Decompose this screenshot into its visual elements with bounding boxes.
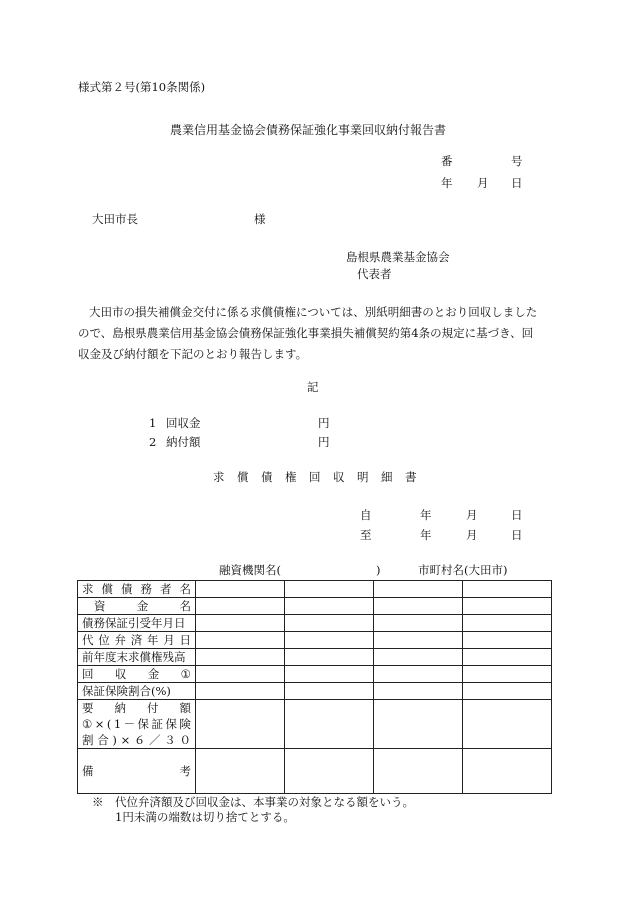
label-char: 保 bbox=[165, 717, 177, 731]
addressee-honorific: 様 bbox=[254, 212, 266, 226]
spread-text bbox=[82, 666, 191, 682]
label-char: 済 bbox=[130, 633, 143, 647]
item-1-unit: 円 bbox=[318, 416, 330, 430]
label-char: ３ bbox=[164, 733, 176, 747]
table-cell[interactable] bbox=[196, 700, 285, 749]
addressee-name: 大田市長 bbox=[92, 212, 138, 226]
table-cell[interactable] bbox=[196, 598, 285, 615]
institution-close-paren: ) bbox=[376, 563, 381, 577]
item-2-label: 納付額 bbox=[166, 435, 201, 449]
label-char: 割 bbox=[82, 733, 94, 747]
row-label bbox=[78, 581, 196, 598]
table-cell[interactable] bbox=[463, 700, 552, 749]
label-char: 保 bbox=[137, 717, 150, 731]
item-2-number: 2 bbox=[149, 435, 157, 449]
period-to-label: 至 bbox=[360, 528, 372, 542]
go-label: 号 bbox=[511, 154, 523, 168]
table-cell[interactable] bbox=[374, 700, 463, 749]
table-cell[interactable] bbox=[196, 581, 285, 598]
table-row bbox=[78, 598, 552, 615]
item-1-number: 1 bbox=[149, 416, 157, 430]
table-cell[interactable] bbox=[285, 615, 374, 632]
spread-text bbox=[82, 581, 191, 597]
period-from-label: 自 bbox=[360, 508, 372, 522]
label-char: 弁 bbox=[114, 633, 126, 647]
label-char: 証 bbox=[151, 717, 163, 731]
label-char: 年 bbox=[147, 633, 159, 647]
table-cell[interactable] bbox=[285, 700, 374, 749]
table-row bbox=[78, 666, 552, 683]
table-cell[interactable] bbox=[463, 683, 552, 700]
spread-text bbox=[82, 598, 191, 614]
table-cell[interactable] bbox=[196, 632, 285, 649]
label-char: 求 bbox=[82, 582, 94, 596]
body-line: 大田市の損失補償金交付に係る求償債権については、別紙明細書のとおり回収しました bbox=[89, 305, 538, 319]
table-cell[interactable] bbox=[374, 632, 463, 649]
label-char: 償 bbox=[101, 582, 113, 596]
label-char: 名 bbox=[179, 582, 191, 596]
label-char: 備 bbox=[82, 764, 94, 778]
body-line: 収金及び納付額を下記のとおり報告します。 bbox=[78, 347, 308, 361]
table-cell[interactable] bbox=[463, 581, 552, 598]
table-cell[interactable] bbox=[285, 581, 374, 598]
spread-text bbox=[82, 700, 191, 716]
payment-row-label bbox=[78, 700, 196, 749]
footnote-2: 1円未満の端数は切り捨てとする。 bbox=[115, 810, 295, 824]
ki-heading: 記 bbox=[307, 380, 319, 394]
date-month-label: 月 bbox=[477, 176, 489, 190]
table-row bbox=[78, 615, 552, 632]
period-from-year: 年 bbox=[420, 508, 432, 522]
row-label bbox=[78, 632, 196, 649]
body-paragraph bbox=[78, 302, 556, 365]
label-char: 納 bbox=[114, 701, 126, 715]
label-char: 金 bbox=[136, 599, 149, 613]
label-char: 考 bbox=[179, 764, 191, 778]
label-char: 資 bbox=[94, 599, 106, 613]
table-cell[interactable] bbox=[196, 666, 285, 683]
table-row bbox=[78, 632, 552, 649]
sender-representative: 代表者 bbox=[357, 267, 392, 281]
label-char: 収 bbox=[114, 667, 127, 681]
spread-text bbox=[82, 716, 191, 732]
table-cell[interactable] bbox=[374, 581, 463, 598]
label-char: － bbox=[123, 717, 136, 731]
table-cell[interactable] bbox=[463, 649, 552, 666]
label-char: 位 bbox=[98, 633, 110, 647]
label-char: 名 bbox=[179, 599, 191, 613]
table-cell[interactable] bbox=[374, 666, 463, 683]
label-char: 金 bbox=[147, 667, 160, 681]
item-2-unit: 円 bbox=[318, 435, 330, 449]
label-char: 日 bbox=[179, 633, 191, 647]
label-char: 要 bbox=[82, 701, 94, 715]
period-from-month: 月 bbox=[466, 508, 478, 522]
label-char: 債 bbox=[121, 582, 133, 596]
row-label: 前年度末求償権残高 bbox=[78, 649, 196, 666]
period-to-day: 日 bbox=[511, 528, 523, 542]
period-to-month: 月 bbox=[466, 528, 478, 542]
table-cell[interactable] bbox=[374, 749, 463, 794]
label-char: 代 bbox=[82, 633, 94, 647]
table-cell[interactable] bbox=[374, 615, 463, 632]
table-cell[interactable] bbox=[463, 598, 552, 615]
table-cell[interactable] bbox=[463, 632, 552, 649]
table-cell[interactable] bbox=[374, 598, 463, 615]
table-cell[interactable] bbox=[463, 749, 552, 794]
institution-name-label: 融資機関名( bbox=[219, 563, 281, 577]
table-cell[interactable] bbox=[463, 615, 552, 632]
municipality-label: 市町村名(大田市) bbox=[418, 563, 508, 577]
table-row bbox=[78, 581, 552, 598]
label-char: ／ bbox=[149, 733, 161, 747]
table-row bbox=[78, 683, 552, 700]
table-cell[interactable] bbox=[374, 649, 463, 666]
label-char: ０ bbox=[179, 733, 191, 747]
remarks-row-label bbox=[78, 749, 196, 794]
table-cell[interactable] bbox=[374, 683, 463, 700]
spread-text bbox=[82, 632, 191, 648]
period-from-day: 日 bbox=[511, 508, 523, 522]
date-year-label: 年 bbox=[441, 176, 453, 190]
period-to-year: 年 bbox=[420, 528, 432, 542]
table-cell[interactable] bbox=[285, 649, 374, 666]
label-char: 1 bbox=[113, 717, 122, 731]
table-cell[interactable] bbox=[196, 683, 285, 700]
row-label bbox=[78, 666, 196, 683]
row-label: 保証保険割合(%) bbox=[78, 683, 196, 700]
spread-text bbox=[82, 732, 191, 748]
sender-organization: 島根県農業基金協会 bbox=[346, 250, 450, 264]
table-cell[interactable] bbox=[285, 632, 374, 649]
table-cell[interactable] bbox=[196, 649, 285, 666]
row-label: 債務保証引受年月日 bbox=[78, 615, 196, 632]
table-cell[interactable] bbox=[196, 749, 285, 794]
label-char: ) bbox=[112, 733, 117, 747]
label-char: 額 bbox=[179, 701, 191, 715]
item-1-label: 回収金 bbox=[166, 416, 201, 430]
label-char: 合 bbox=[97, 733, 109, 747]
table-cell[interactable] bbox=[196, 615, 285, 632]
label-char: × bbox=[94, 717, 105, 731]
label-char: ① bbox=[180, 667, 191, 681]
table-cell[interactable] bbox=[463, 666, 552, 683]
label-char: 回 bbox=[82, 667, 94, 681]
label-char: × bbox=[120, 733, 131, 747]
document-title: 農業信用基金協会債務保証強化事業回収納付報告書 bbox=[170, 123, 447, 137]
table-row bbox=[78, 749, 552, 794]
date-day-label: 日 bbox=[511, 176, 523, 190]
label-char: ( bbox=[106, 717, 112, 731]
spread-text bbox=[82, 763, 191, 779]
recovery-statement-table bbox=[77, 580, 552, 794]
table-cell[interactable] bbox=[285, 683, 374, 700]
footnote-1: ※ 代位弁済額及び回収金は、本事業の対象となる額をいう。 bbox=[92, 795, 414, 809]
label-char: 付 bbox=[147, 701, 159, 715]
table-cell[interactable] bbox=[285, 666, 374, 683]
row-label bbox=[78, 598, 196, 615]
table-cell[interactable] bbox=[285, 749, 374, 794]
table-cell[interactable] bbox=[285, 598, 374, 615]
label-char: 険 bbox=[179, 717, 191, 731]
label-char: 務 bbox=[140, 582, 152, 596]
label-char: ６ bbox=[133, 733, 146, 747]
label-char: 者 bbox=[160, 582, 172, 596]
form-number: 様式第２号(第10条関係) bbox=[78, 80, 206, 94]
statement-subtitle: 求償債権回収明細書 bbox=[213, 470, 429, 484]
table-row bbox=[78, 700, 552, 749]
label-char: 月 bbox=[163, 633, 175, 647]
label-char: ① bbox=[82, 717, 93, 731]
table-row bbox=[78, 649, 552, 666]
body-line: ので、島根県農業信用基金協会債務保証強化事業損失補償契約第4条の規定に基づき、回 bbox=[78, 326, 534, 340]
number-label: 番 bbox=[441, 154, 453, 168]
